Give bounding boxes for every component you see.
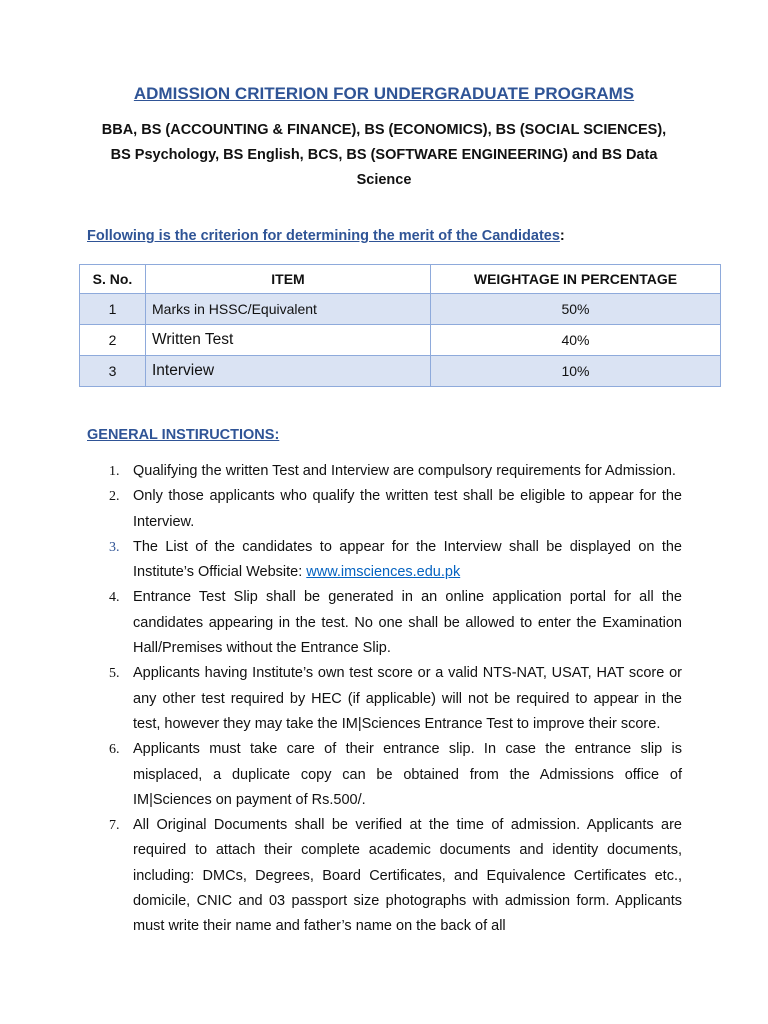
- list-item: [0, 459, 768, 484]
- list-text: All Original Documents shall be verified at the time of admission. Applicants are required to attach their complete academic documents and identity documents, including: DMCs, Degrees, Board Certificates, and Equivalence Certificates etc., domicile, CNIC and 03 passport size photographs with admission form. Applicants must write their name and father’s name on the back of all: [133, 817, 682, 935]
- header-sno: S. No.: [80, 265, 146, 294]
- row-weightage: 10%: [431, 356, 721, 387]
- list-item: [0, 813, 768, 939]
- list-number: 4.: [109, 590, 120, 606]
- list-number: 1.: [109, 464, 120, 479]
- row-sno: 2: [80, 325, 146, 356]
- header-weightage: WEIGHTAGE IN PERCENTAGE: [431, 265, 721, 294]
- header-item: ITEM: [146, 265, 431, 294]
- row-weightage: 40%: [431, 325, 721, 356]
- criterion-heading-colon: :: [559, 228, 565, 244]
- list-item: [0, 661, 768, 737]
- list-text: Applicants must take care of their entrance slip. In case the entrance slip is misplaced, a duplicate copy can be obtained from the Admissions office of IM|Sciences on payment of Rs.500/.: [133, 741, 682, 808]
- merit-criteria-table: [79, 264, 721, 387]
- list-number: 6.: [109, 742, 120, 758]
- criterion-heading-text: Following is the criterion for determining the merit of the Candidates: [87, 228, 560, 244]
- general-instructions-heading: GENERAL INSTIRUCTIONS:: [87, 427, 280, 443]
- row-sno: 3: [80, 356, 146, 387]
- list-item: [0, 737, 768, 813]
- list-item: [0, 484, 768, 535]
- list-number: 2.: [109, 489, 120, 505]
- row-item: Written Test: [146, 325, 431, 356]
- row-sno: 1: [80, 294, 146, 325]
- table-header-row: [80, 265, 721, 294]
- instructions-list: [0, 459, 768, 940]
- list-text: The List of the candidates to appear for the Interview shall be displayed on the Institute’s Official Website:: [133, 538, 682, 581]
- row-item: Marks in HSSC/Equivalent: [146, 294, 431, 325]
- list-item: [0, 535, 768, 586]
- row-weightage: 50%: [431, 294, 721, 325]
- criterion-heading: [87, 228, 565, 244]
- list-text: Qualifying the written Test and Interview are compulsory requirements for Admission.: [133, 463, 676, 479]
- list-text: Applicants having Institute’s own test score or a valid NTS-NAT, USAT, HAT score or any other test required by HEC (if applicable) will not be required to appear in the test, however they may take the IM|Sciences Entrance Test to improve their score.: [133, 665, 682, 732]
- programs-list: BBA, BS (ACCOUNTING & FINANCE), BS (ECONOMICS), BS (SOCIAL SCIENCES), BS Psychology, BS English, BCS, BS (SOFTWARE ENGINEERING) and BS Data Science: [101, 122, 667, 188]
- list-text: Only those applicants who qualify the written test shall be eligible to appear for the Interview.: [133, 488, 682, 530]
- list-number: 3.: [109, 539, 120, 555]
- list-item: [0, 585, 768, 661]
- table-row: [80, 294, 721, 325]
- table-row: [80, 325, 721, 356]
- list-text: Entrance Test Slip shall be generated in an online application portal for all the candidates appearing in the test. No one shall be allowed to enter the Examination Hall/Premises without the Entrance Slip.: [133, 589, 682, 657]
- list-number: 5.: [109, 666, 120, 682]
- table-row: [80, 356, 721, 387]
- row-item: Interview: [146, 356, 431, 387]
- website-link[interactable]: www.imsciences.edu.pk: [306, 564, 461, 581]
- list-number: 7.: [109, 818, 120, 834]
- document-title: ADMISSION CRITERION FOR UNDERGRADUATE PROGRAMS: [133, 84, 635, 103]
